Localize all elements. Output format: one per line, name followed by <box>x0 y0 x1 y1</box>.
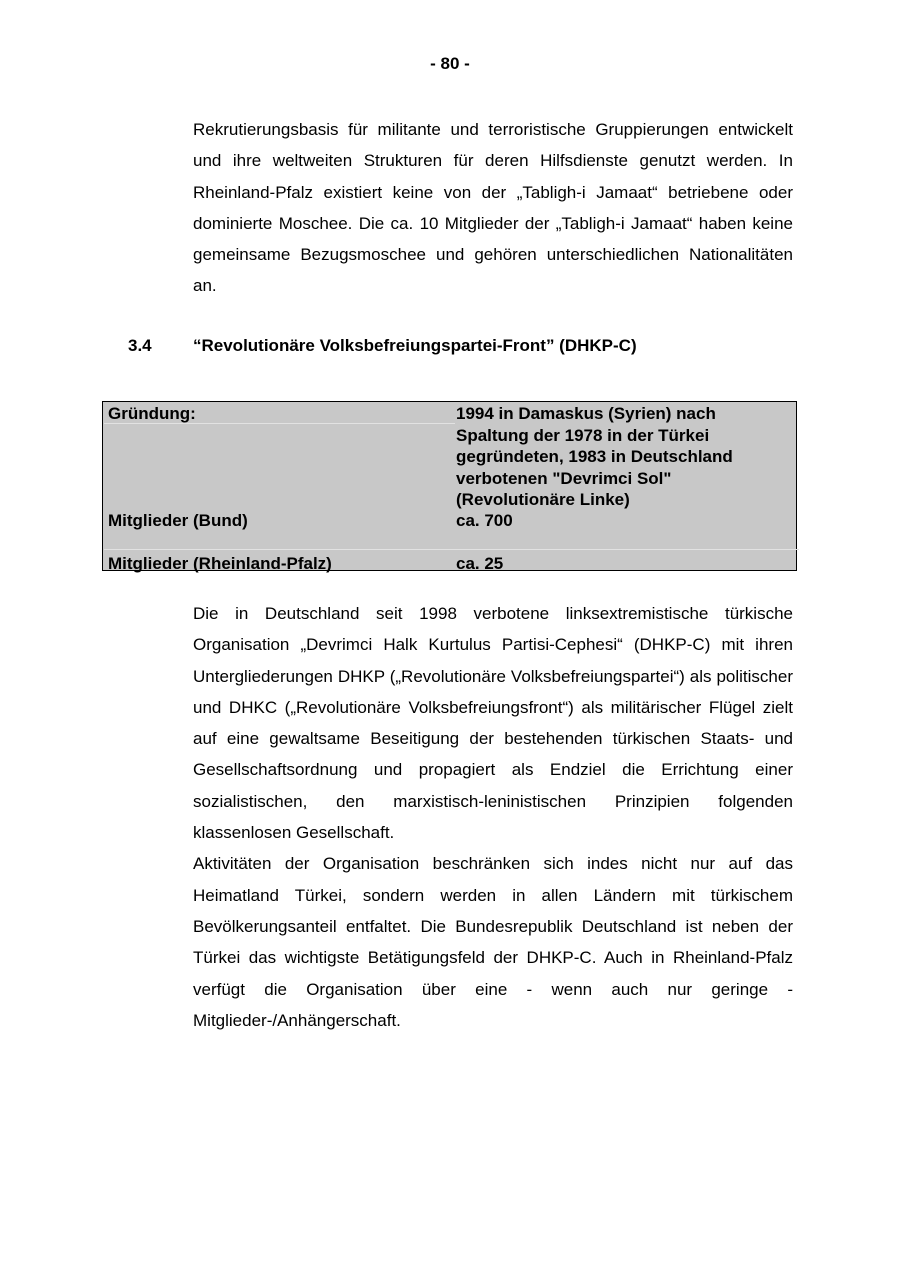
body-text <box>193 598 793 1036</box>
members-state-value: ca. 25 <box>456 554 504 573</box>
paragraph-dhkp-c: Die in Deutschland seit 1998 verbotene linksextremistische türkische Organisation „Devrimci Halk Kurtulus Partisi-Cephesi“ (DHKP-C) mit ihren Untergliederungen DHKP („Revolutionäre Volksbefreiungspartei“) als politischer und DHKC („Revolutionäre Volksbefreiungsfront“) als militärischer Flügel zielt auf eine gewaltsame Beseitigung der bestehenden türkischen Staats- und Gesellschaftsordnung und propagiert als Endziel die Errichtung einer sozialistischen, den marxistisch-leninistischen Prinzipien folgenden klassenlosen Gesellschaft. <box>193 604 793 843</box>
members-federal-value: ca. 700 <box>456 511 513 530</box>
paragraph-intro: Rekrutierungsbasis für militante und terroristische Gruppierungen entwickelt und ihre weltweiten Strukturen für deren Hilfsdienste genutzt werden. In Rheinland-Pfalz existiert keine von der „Tabligh-i Jamaat“ betriebene oder dominierte Moschee. Die ca. 10 Mitglieder der „Tabligh-i Jamaat“ haben keine gemeinsame Bezugsmoschee und gehören unterschiedlichen Nationalitäten an. <box>193 120 793 296</box>
members-state-label: Mitglieder (Rheinland-Pfalz) <box>108 554 332 573</box>
founding-label: Gründung: <box>108 404 196 423</box>
members-federal-label: Mitglieder (Bund) <box>108 511 248 530</box>
section-number: 3.4 <box>128 336 152 355</box>
section-title: “Revolutionäre Volksbefreiungspartei-Front” (DHKP-C) <box>193 336 637 355</box>
paragraph-activities: Aktivitäten der Organisation beschränken sich indes nicht nur auf das Heimatland Türkei, sondern werden in allen Ländern mit türkischem Bevölkerungsanteil entfaltet. Die Bundesrepublik Deutschland ist neben der Türkei das wichtigste Betätigungsfeld der DHKP-C. Auch in Rheinland-Pfalz verfügt die Organisation über eine - wenn auch nur geringe - Mitglieder-/Anhängerschaft. <box>193 854 793 1030</box>
table-separator <box>104 549 799 550</box>
founding-value: 1994 in Damaskus (Syrien) nach Spaltung der 1978 in der Türkei gegründeten, 1983 in Deutschland verbotenen "Devrimci Sol" (Revolutionäre Linke) <box>456 404 733 509</box>
section-heading <box>128 336 637 356</box>
fact-table <box>102 401 797 571</box>
page-number: - 80 - <box>430 54 470 73</box>
